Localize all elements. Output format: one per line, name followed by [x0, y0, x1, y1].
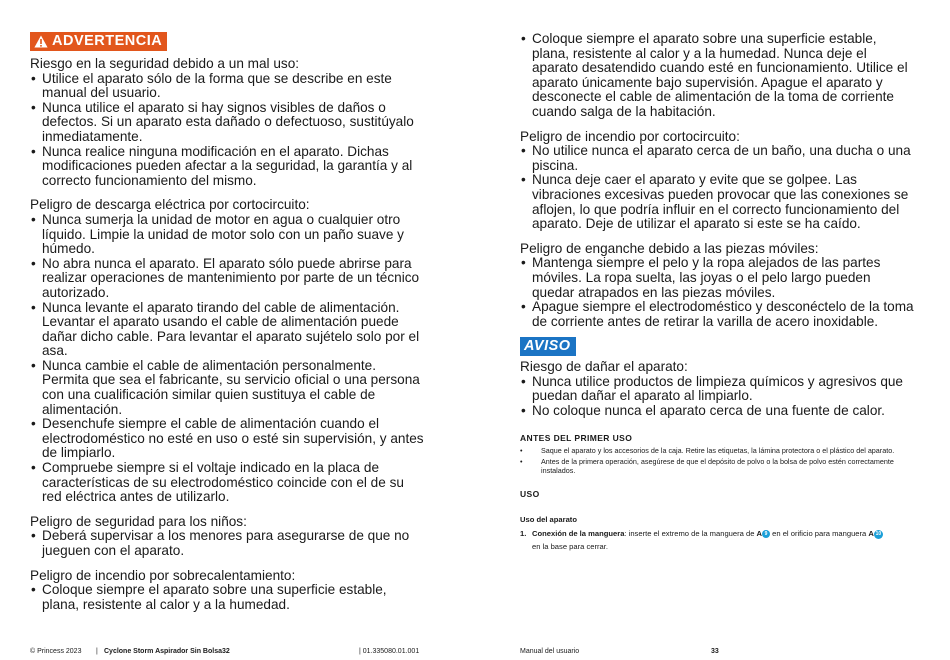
- section-title: Peligro de incendio por sobrecalentamiento:: [30, 567, 296, 583]
- list-item: • Apague siempre el electrodoméstico y desconéctelo de la toma de corriente antes de retirar la varilla de acero inoxidable.: [520, 300, 915, 329]
- warning-section: [30, 198, 426, 504]
- step-body: [532, 527, 883, 553]
- bullet-list: [520, 32, 915, 120]
- right-column: [520, 32, 915, 553]
- list-item: • Antes de la primera operación, asegúrese de que el depósito de polvo o la bolsa de polvo estén correctamente instalados.: [520, 457, 915, 475]
- warning-triangle-icon: [34, 35, 48, 48]
- step-text: : inserte el extremo de la manguera de: [624, 529, 757, 539]
- part-letter: A: [868, 529, 874, 539]
- list-item: • Nunca utilice productos de limpieza químicos y agresivos que puedan dañar el aparato al limpiarlo.: [520, 375, 915, 404]
- warning-section: [520, 130, 915, 232]
- warning-badge-label: ADVERTENCIA: [52, 33, 163, 49]
- bullet-list: [30, 72, 426, 189]
- step-title: Conexión de la manguera: [532, 529, 625, 539]
- list-item: • No coloque nunca el aparato cerca de una fuente de calor.: [520, 404, 915, 419]
- bullet-list: [520, 375, 915, 419]
- list-item: • No abra nunca el aparato. El aparato sólo puede abrirse para realizar operaciones de mantenimiento por parte de un técnico autorizado.: [30, 257, 426, 301]
- warning-section: [30, 569, 426, 613]
- footer-product-label: Cyclone Storm Aspirador Sin Bolsa: [104, 648, 222, 655]
- list-item: • Desenchufe siempre el cable de alimentación cuando el electrodoméstico no esté en uso o esté sin supervisión, y antes de limpiarlo.: [30, 417, 426, 461]
- warning-section: [520, 242, 915, 330]
- section-title: Riesgo de dañar el aparato:: [520, 359, 688, 375]
- step-item: [520, 527, 915, 553]
- notice-badge-label: AVISO: [524, 338, 571, 355]
- section-title: Peligro de descarga eléctrica por cortocircuito:: [30, 197, 310, 213]
- footer-product-code: | 01.335080.01.001: [359, 648, 420, 655]
- list-item: • Nunca sumerja la unidad de motor en agua o cualquier otro líquido. Limpie la unidad de motor solo con un paño suave y húmedo.: [30, 213, 426, 257]
- use-heading: USO: [520, 489, 540, 500]
- bullet-list: [30, 213, 426, 505]
- list-item: • Utilice el aparato sólo de la forma que se describe en este manual del usuario.: [30, 72, 426, 101]
- use-subheading: Uso del aparato: [520, 515, 577, 525]
- section-title: Riesgo en la seguridad debido a un mal uso:: [30, 56, 300, 71]
- before-first-use-list: [520, 446, 915, 476]
- step-text: en el orificio para manguera: [770, 529, 869, 539]
- footer-copyright: © Princess 2023: [30, 648, 82, 655]
- page-number: 32: [222, 648, 230, 655]
- part-reference-badge: 9: [762, 530, 770, 538]
- list-item: • Nunca deje caer el aparato y evite que se golpee. Las vibraciones excesivas pueden provocar que las conexiones se aflojen, lo que podría influir en el correcto funcionamiento del aparato. Deje de utilizar el aparato si este se ha caído.: [520, 173, 915, 231]
- list-item: • Nunca utilice el aparato si hay signos visibles de daños o defectos. Si un aparato esta dañado o defectuoso, sustitúyalo inmediatamente.: [30, 101, 426, 145]
- page-number: 33: [711, 648, 719, 655]
- step-number: 1.: [520, 529, 527, 539]
- part-letter: A: [756, 529, 763, 539]
- bullet-list: [520, 256, 915, 329]
- bullet-list: [30, 583, 426, 612]
- warning-section: [30, 515, 426, 559]
- list-item: • Coloque siempre el aparato sobre una superficie estable, plana, resistente al calor y a la humedad.: [30, 583, 426, 612]
- footer-page-number-right: [711, 647, 719, 656]
- footer-separator: |: [96, 648, 98, 655]
- step-text: en la base para cerrar.: [532, 542, 608, 552]
- list-item: • Deberá supervisar a los menores para asegurarse de que no jueguen con el aparato.: [30, 529, 426, 558]
- list-item: • No utilice nunca el aparato cerca de un baño, una ducha o una piscina.: [520, 144, 915, 173]
- list-item: • Nunca realice ninguna modificación en el aparato. Dichas modificaciones pueden afectar a la seguridad, la garantía y al correcto funcionamiento del mismo.: [30, 145, 426, 189]
- notice-section: [520, 360, 915, 418]
- bullet-list: [520, 144, 915, 232]
- list-item: • Saque el aparato y los accesorios de la caja. Retire las etiquetas, la lámina protectora o el plástico del aparato.: [520, 446, 915, 455]
- warning-badge: [30, 32, 167, 51]
- section-title: Peligro de enganche debido a las piezas móviles:: [520, 240, 819, 256]
- left-column: [30, 32, 426, 612]
- part-reference-badge: 10: [875, 530, 882, 537]
- notice-badge: [520, 337, 576, 356]
- list-item: • Nunca cambie el cable de alimentación personalmente. Permita que sea el fabricante, su servicio oficial o una persona con una cualificación similar quien sustituya el cable de alimentación.: [30, 359, 426, 417]
- footer-manual-label: Manual del usuario: [520, 648, 580, 655]
- list-item: • Coloque siempre el aparato sobre una superficie estable, plana, resistente al calor y a la humedad. Nunca deje el aparato desatendido cuando esté en funcionamiento. Utilice el aparato únicamente bajo supervisión. Apague el aparato y desconecte el cable de alimentación de la toma de corriente cuando salga de la habitación.: [520, 32, 915, 120]
- section-title: Peligro de seguridad para los niños:: [30, 513, 247, 529]
- list-item: • Mantenga siempre el pelo y la ropa alejados de las partes móviles. La ropa suelta, las joyas o el pelo largo pueden quedar atrapados en las piezas móviles.: [520, 256, 915, 300]
- warning-section: [30, 57, 426, 188]
- footer-product-name: [104, 647, 222, 656]
- section-title: Peligro de incendio por cortocircuito:: [520, 128, 740, 144]
- footer-page-number-left: [222, 647, 230, 656]
- before-first-use-heading: ANTES DEL PRIMER USO: [520, 432, 633, 443]
- list-item: • Nunca levante el aparato tirando del cable de alimentación. Levantar el aparato usando el cable de alimentación puede dañar dicho cable. Para levantar el aparato sujételo solo por el asa.: [30, 301, 426, 359]
- bullet-list: [30, 529, 426, 558]
- list-item: • Compruebe siempre si el voltaje indicado en la placa de características de su electrodoméstico coincide con el de su red eléctrica antes de utilizarlo.: [30, 461, 426, 505]
